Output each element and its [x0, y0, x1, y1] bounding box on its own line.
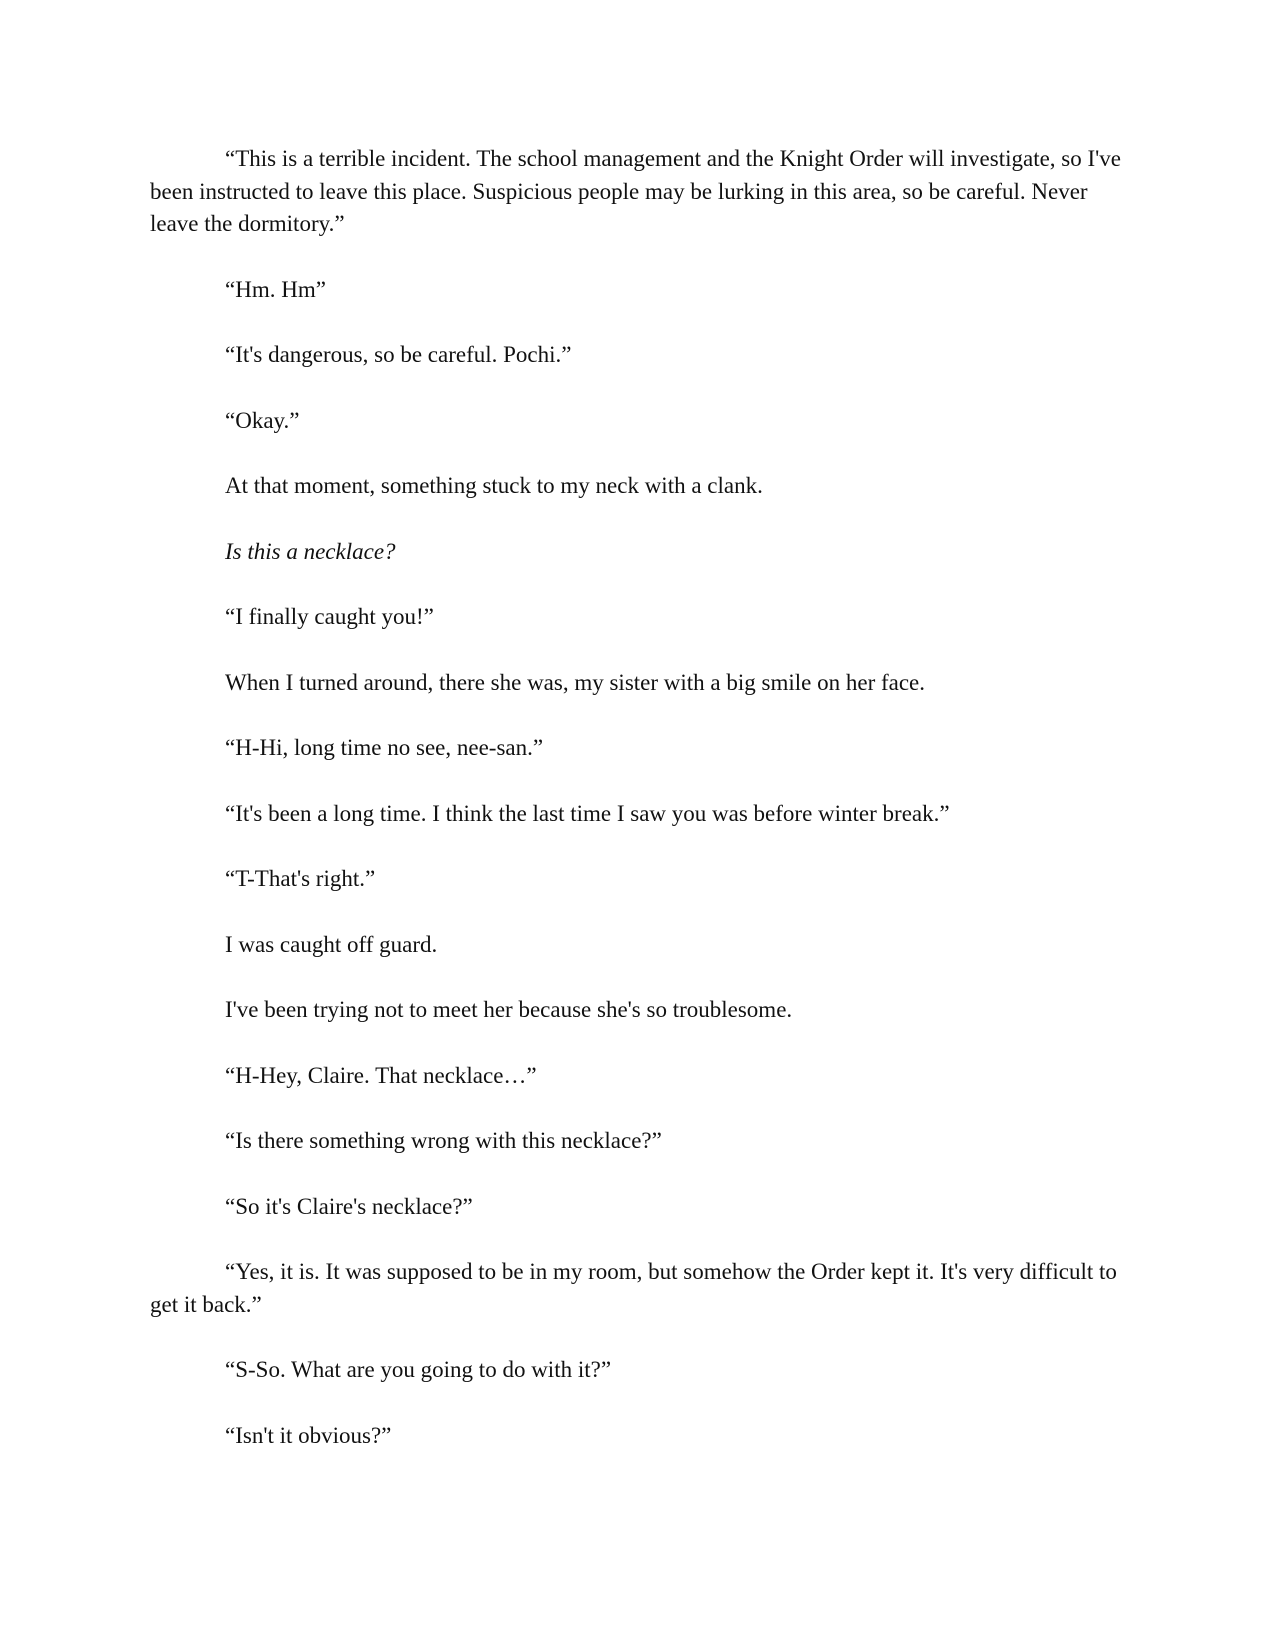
- paragraph-14: “H-Hey, Claire. That necklace…”: [225, 1062, 537, 1088]
- paragraph-15: “Is there something wrong with this necklace?”: [225, 1128, 662, 1153]
- paragraph-3: “It's dangerous, so be careful. Pochi.”: [225, 342, 572, 367]
- paragraph-11: “T-That's right.”: [225, 866, 376, 891]
- paragraph-19: “Isn't it obvious?”: [225, 1422, 392, 1448]
- paragraph-9: “H-Hi, long time no see, nee-san.”: [225, 735, 544, 760]
- paragraph-17: “Yes, it is. It was supposed to be in my room, but somehow the Order kept it. It's very difficult to get it back.”: [150, 1259, 1117, 1317]
- paragraph-16: “So it's Claire's necklace?”: [225, 1193, 473, 1219]
- paragraph-5: At that moment, something stuck to my neck with a clank.: [225, 473, 763, 498]
- paragraph-1: “This is a terrible incident. The school management and the Knight Order will investigate, so I've been instructed to leave this place. Suspicious people may be lurking in this area, so be careful. Never leave the dormitory.”: [150, 146, 1122, 236]
- paragraph-13: I've been trying not to meet her because she's so troublesome.: [225, 997, 793, 1022]
- paragraph-6-italic-thought: Is this a necklace?: [225, 538, 396, 564]
- paragraph-12: I was caught off guard.: [225, 931, 438, 957]
- paragraph-18: “S-So. What are you going to do with it?”: [225, 1357, 612, 1382]
- text-body: [150, 143, 1125, 1485]
- paragraph-4: “Okay.”: [225, 407, 300, 433]
- paragraph-7: “I finally caught you!”: [225, 604, 434, 629]
- paragraph-2: “Hm. Hm”: [225, 276, 326, 302]
- paragraph-10: “It's been a long time. I think the last time I saw you was before winter break.”: [225, 800, 950, 826]
- paragraph-8: When I turned around, there she was, my sister with a big smile on her face.: [225, 669, 926, 695]
